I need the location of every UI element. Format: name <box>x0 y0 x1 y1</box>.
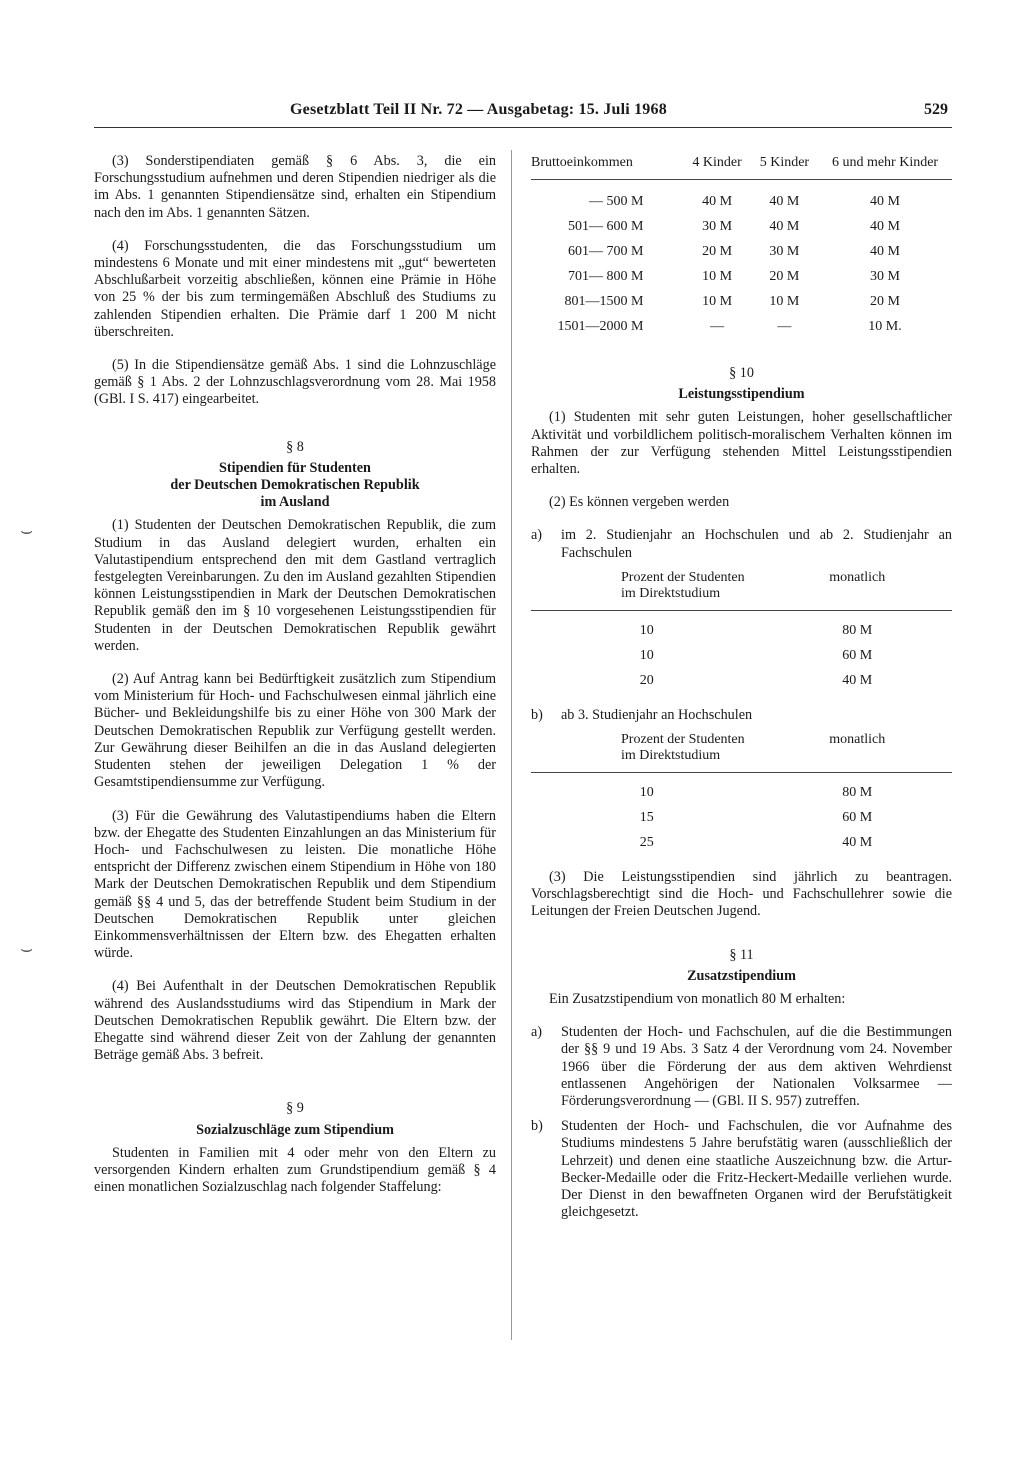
list-label: b) <box>531 706 543 723</box>
table-cell: 30 M <box>769 243 800 259</box>
column-header: monatlich <box>829 569 886 585</box>
paragraph-10-3: (3) Die Leistungsstipendien sind jährlich zu beantragen. Vorschlagsberechtigt sind die Hoch- und Fachschullehrer sowie die Leitungen der Freien Deutschen Jugend. <box>531 869 952 920</box>
paragraph-8-3: (3) Für die Gewährung des Valutastipendiums haben die Eltern bzw. der Ehegatte des Studenten Einzahlungen an das Ministerium für Hoch- und Fachschulwesen zu leisten. Die monatliche Höhe entspricht der Differenz zwischen einem Stipendium in Höhe von 180 Mark der Deutschen Demokratischen Republik und dem Stipendium gemäß §§ 4 und 5, das der betreffende Student beim Studium in der Deutschen Demokratischen Republik unter gleichen Einkommensverhältnissen der Eltern bzw. des Ehegatten erhalten würde. <box>94 807 496 962</box>
table-cell: 10 M <box>702 293 733 309</box>
table-cell: 1501—2000 M <box>557 318 644 334</box>
table-cell: 40 M <box>702 193 733 209</box>
table-cell: 10 M. <box>868 318 902 334</box>
list-item <box>531 1024 952 1110</box>
margin-mark: ⌣ <box>20 520 34 542</box>
table-row <box>531 214 952 239</box>
paragraph-11: Ein Zusatzstipendium von monatlich 80 M erhalten: <box>549 991 846 1008</box>
section-10-title: Leistungsstipendium <box>678 386 805 403</box>
list-text: ab 3. Studienjahr an Hochschulen <box>561 706 753 723</box>
table-row <box>531 773 952 806</box>
table-cell: 40 M <box>842 672 873 688</box>
table-cell: 10 <box>639 622 654 638</box>
column-header: Prozent der Studenten im Direktstudium <box>621 569 745 601</box>
table-cell: 40 M <box>870 243 900 259</box>
list-item <box>531 1118 952 1221</box>
gazette-title: Gesetzblatt Teil II Nr. 72 — Ausgabetag: 15. Juli 1968 <box>290 101 667 118</box>
paragraph-9: Studenten in Familien mit 4 oder mehr von den Eltern zu versorgenden Kindern erhalten zum Grundstipendium gemäß § 4 einen monatlichen Sozialzuschlag nach folgender Staffelung: <box>94 1144 496 1196</box>
section-8-title-line: der Deutschen Demokratischen Republik <box>170 477 420 494</box>
column-header: 4 Kinder <box>692 155 742 170</box>
paragraph-7-3: (3) Sonderstipendiaten gemäß § 6 Abs. 3, die ein Forschungsstudium aufnehmen und deren Stipendien niedriger als die im Abs. 1 genannten Stipendiensätze sind, erhalten ein Stipendium nach den im Abs. 1 genannten Sätzen. <box>94 153 496 221</box>
right-column <box>531 153 952 1235</box>
table-cell: 30 M <box>702 218 733 234</box>
left-column <box>94 153 496 1212</box>
table-row <box>531 643 952 668</box>
list-item-a <box>531 527 952 561</box>
section-8-number: § 8 <box>286 438 304 455</box>
table-cell: 30 M <box>870 268 900 284</box>
column-header: 6 und mehr Kinder <box>831 155 939 170</box>
table-cell: 80 M <box>842 622 873 638</box>
table-cell: 40 M <box>870 193 900 209</box>
list-label: a) <box>531 1024 543 1041</box>
performance-table-b <box>531 730 952 855</box>
column-header: monatlich <box>829 732 886 748</box>
social-supplement-table <box>531 153 952 339</box>
paragraph-10-1: (1) Studenten mit sehr guten Leistungen, hoher gesellschaftlicher Aktivität und vorbildlichem politisch-moralischem Verhalten können im Rahmen der zur Verfügung stehenden Mittel Leistungsstipendien erhalten. <box>531 409 952 478</box>
paragraph-8-2: (2) Auf Antrag kann bei Bedürftigkeit zusätzlich zum Stipendium vom Ministerium für Hoch- und Fachschulwesen einmal jährlich eine Bücher- und Bekleidungshilfe bis zu einer Höhe von 300 Mark der Deutschen Demokratischen Republik zur Verfügung gestellt werden. Zur Gewährung dieser Beihilfen an die in das Ausland delegierten Studenten stehen der jeweiligen Delegation 1 % der Gesamtstipendiensumme zur Verfügung. <box>94 671 496 791</box>
section-8-title-line: im Ausland <box>260 494 330 511</box>
list-text: Studenten der Hoch- und Fachschulen, auf die die Bestimmungen der §§ 9 und 19 Abs. 3 Satz 4 der Verordnung vom 24. November 1966 über die Förderung der aus dem aktiven Wehrdienst entlassenen Angehörigen der Nationalen Volksarmee — Förderungsverordnung — (GBl. II S. 957) zutreffen. <box>561 1024 952 1110</box>
table-row <box>531 239 952 264</box>
table-cell: 20 M <box>702 243 733 259</box>
table-row <box>531 180 952 215</box>
paragraph-7-5: (5) In die Stipendiensätze gemäß Abs. 1 sind die Lohnzuschläge gemäß § 1 Abs. 2 der Lohnzuschlagsverordnung vom 28. Mai 1958 (GBl. I S. 417) eingearbeitet. <box>94 357 496 408</box>
table-cell: 10 <box>639 647 654 663</box>
table-cell: 25 <box>639 834 654 850</box>
table-cell: — <box>710 318 725 334</box>
table-cell: 80 M <box>842 784 873 800</box>
table-cell: 801—1500 M <box>564 293 644 309</box>
table-cell: 40 M <box>769 193 800 209</box>
performance-table-a <box>531 568 952 693</box>
table-row <box>531 805 952 830</box>
table-row <box>531 610 952 643</box>
section-8-title <box>94 460 496 512</box>
table-row <box>531 264 952 289</box>
list-label: b) <box>531 1118 543 1135</box>
paragraph-8-4: (4) Bei Aufenthalt in der Deutschen Demokratischen Republik während des Auslandsstudiums wird das Stipendium in Mark der Deutschen Demokratischen Republik gewährt. Die Eltern bzw. der Ehegatte sind während dieser Zeit von der Zahlung der genannten Beträge gemäß Abs. 3 befreit. <box>94 978 496 1064</box>
table-cell: — <box>777 318 792 334</box>
table-row <box>531 668 952 693</box>
table-cell: 10 M <box>769 293 800 309</box>
table-cell: 601— 700 M <box>567 243 644 259</box>
table-cell: 501— 600 M <box>567 218 644 234</box>
table-cell: 701— 800 M <box>567 268 644 284</box>
table-cell: 20 M <box>769 268 800 284</box>
table-cell: 40 M <box>842 834 873 850</box>
list-text: Studenten der Hoch- und Fachschulen, die vor Aufnahme des Studiums mindestens 5 Jahre berufstätig waren (ausschließlich der Lehrzeit) und denen eine staatliche Auszeichnung bzw. die Artur-Becker-Medaille oder die Fritz-Heckert-Medaille verliehen wurde. Der Dienst in den bewaffneten Organen wird der Berufstätigkeit gleichgesetzt. <box>561 1118 952 1221</box>
table-cell: 20 <box>639 672 654 688</box>
section-11-title: Zusatzstipendium <box>687 967 796 984</box>
table-cell: 40 M <box>769 218 800 234</box>
section-9-number: § 9 <box>286 1100 304 1117</box>
table-cell: 60 M <box>842 809 873 825</box>
table-cell: 10 M <box>702 268 733 284</box>
section-9-title: Sozialzuschläge zum Stipendium <box>196 1121 394 1138</box>
list-label: a) <box>531 527 543 544</box>
table-cell: 15 <box>639 809 654 825</box>
column-divider <box>511 150 512 1340</box>
list-item-b <box>531 707 952 724</box>
table-cell: 10 <box>639 784 654 800</box>
column-header: 5 Kinder <box>759 155 810 170</box>
supplement-list <box>531 1024 952 1221</box>
page-header <box>94 99 952 128</box>
margin-mark: ⌣ <box>20 938 34 960</box>
table-cell: — 500 M <box>588 193 644 209</box>
table-cell: 60 M <box>842 647 873 663</box>
paragraph-10-2: (2) Es können vergeben werden <box>549 494 730 511</box>
table-row <box>531 314 952 339</box>
paragraph-8-1: (1) Studenten der Deutschen Demokratischen Republik, die zum Studium in das Ausland delegiert wurden, erhalten ein Valutastipendium entsprechend den mit dem Gastland vertraglich festgelegten Vereinbarungen. Zu den im Ausland gezahlten Stipendien können Leistungsstipendien in Mark der Deutschen Demokratischen Republik gemäß den im § 10 vorgesehenen Leistungsstipendien für Studenten in der Deutschen Demokratischen Republik gewährt werden. <box>94 517 496 654</box>
list-text: im 2. Studienjahr an Hochschulen und ab 2. Studienjahr an Fachschulen <box>561 527 952 561</box>
paragraph-7-4: (4) Forschungsstudenten, die das Forschungsstudium um mindestens 6 Monate und mit einer mindestens mit „gut“ bewerteten Abschlußarbeit vorzeitig abschließen, können eine Prämie in Höhe von 25 % der bis zum termingemäßen Abschluß des Studiums zu zahlenden Stipendien erhalten. Die Prämie darf 1 200 M nicht überschreiten. <box>94 237 496 340</box>
section-8-title-line: Stipendien für Studenten <box>219 459 371 476</box>
table-cell: 20 M <box>870 293 900 309</box>
table-row <box>531 830 952 855</box>
column-header: Bruttoeinkommen <box>531 155 633 170</box>
section-10-number: § 10 <box>729 365 754 381</box>
page-number: 529 <box>924 101 948 118</box>
table-cell: 40 M <box>870 218 900 234</box>
column-header: Prozent der Studenten im Direktstudium <box>621 732 745 764</box>
section-11-number: § 11 <box>729 946 754 963</box>
table-row <box>531 289 952 314</box>
